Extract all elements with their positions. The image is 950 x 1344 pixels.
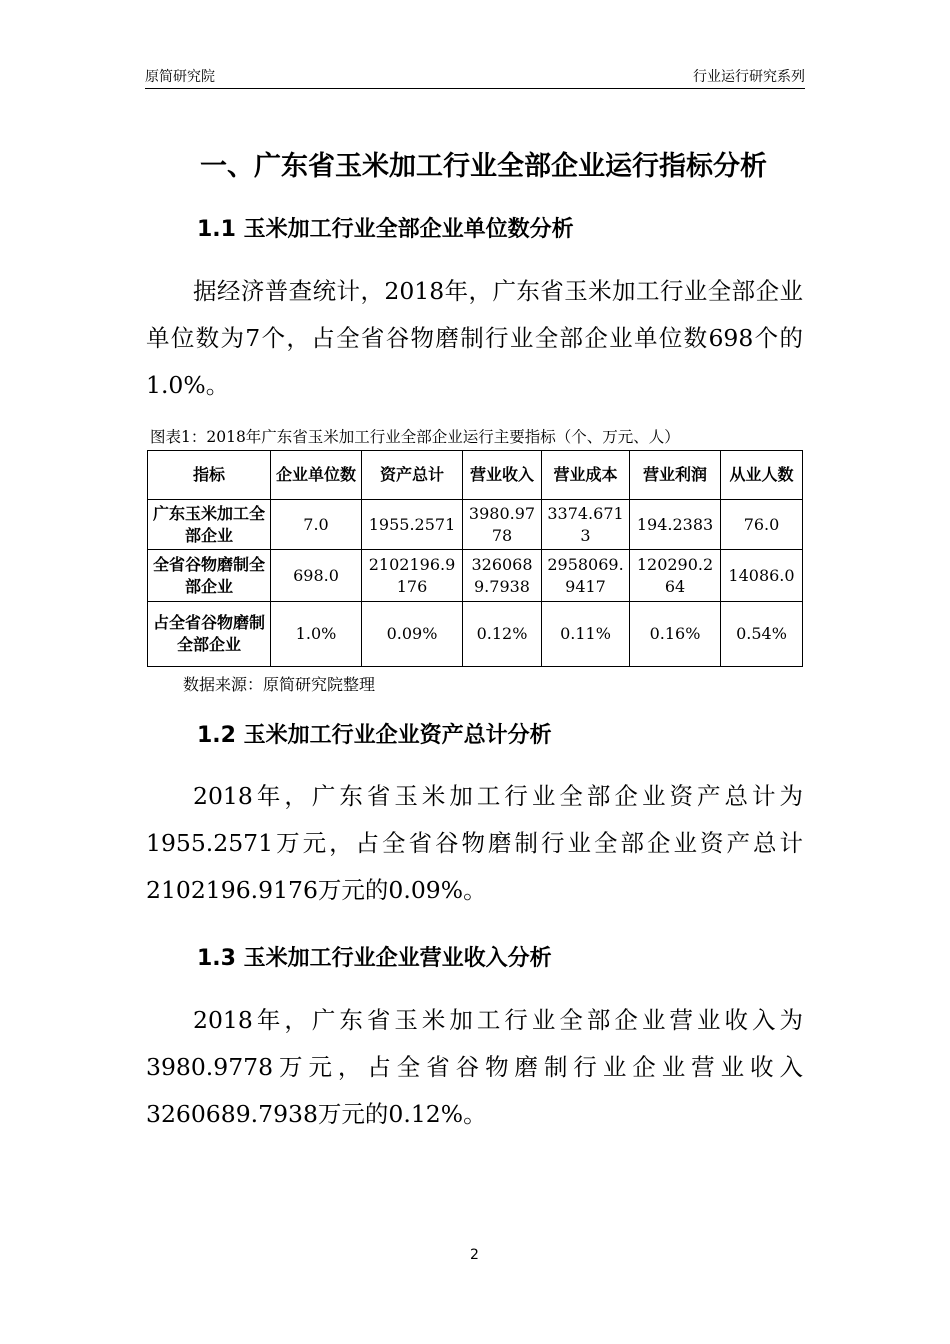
cell: 1.0% [271, 602, 362, 667]
cell: 2958069.9417 [542, 550, 630, 602]
table-row [148, 602, 803, 667]
paragraph-1: 据经济普查统计，2018年，广东省玉米加工行业全部企业单位数为7个，占全省谷物磨制行业全部企业单位数698个的1.0%。 [146, 277, 803, 399]
header-cell: 资产总计 [362, 451, 463, 500]
header-cell: 营业收入 [463, 451, 542, 500]
row-label: 占全省谷物磨制全部企业 [148, 602, 271, 667]
subsection-title-3: 1.3 玉米加工行业企业营业收入分析 [197, 946, 552, 971]
cell: 0.12% [463, 602, 542, 667]
cell: 0.16% [630, 602, 721, 667]
header-divider [145, 88, 805, 89]
header-right: 行业运行研究系列 [693, 69, 805, 85]
header-cell: 从业人数 [721, 451, 803, 500]
cell: 14086.0 [721, 550, 803, 602]
cell: 3374.6713 [542, 500, 630, 550]
paragraph-2: 2018年，广东省玉米加工行业全部企业资产总计为1955.2571万元，占全省谷物磨制行业全部企业资产总计2102196.9176万元的0.09%。 [146, 782, 803, 904]
cell: 0.54% [721, 602, 803, 667]
indicator-table [147, 450, 803, 667]
header-cell: 指标 [148, 451, 271, 500]
header-left: 原简研究院 [145, 69, 215, 85]
header-cell: 营业利润 [630, 451, 721, 500]
table-header-row [148, 451, 803, 500]
row-label: 全省谷物磨制全部企业 [148, 550, 271, 602]
subsection-title-1: 1.1 玉米加工行业全部企业单位数分析 [197, 217, 574, 242]
cell: 120290.264 [630, 550, 721, 602]
row-label: 广东玉米加工全部企业 [148, 500, 271, 550]
cell: 194.2383 [630, 500, 721, 550]
section-title: 一、广东省玉米加工行业全部企业运行指标分析 [200, 151, 767, 182]
table-caption: 图表1：2018年广东省玉米加工行业全部企业运行主要指标（个、万元、人） [150, 428, 680, 446]
cell: 0.09% [362, 602, 463, 667]
table-source: 数据来源：原简研究院整理 [183, 675, 376, 694]
header-cell: 企业单位数 [271, 451, 362, 500]
cell: 76.0 [721, 500, 803, 550]
page-number: 2 [470, 1247, 479, 1263]
table-row [148, 550, 803, 602]
cell: 7.0 [271, 500, 362, 550]
paragraph-3: 2018年，广东省玉米加工行业全部企业营业收入为3980.9778万元，占全省谷物磨制行业企业营业收入3260689.7938万元的0.12%。 [146, 1006, 803, 1128]
table-row [148, 500, 803, 550]
cell: 0.11% [542, 602, 630, 667]
cell: 3260689.7938 [463, 550, 542, 602]
cell: 698.0 [271, 550, 362, 602]
subsection-title-2: 1.2 玉米加工行业企业资产总计分析 [197, 723, 552, 748]
cell: 3980.9778 [463, 500, 542, 550]
header-cell: 营业成本 [542, 451, 630, 500]
cell: 1955.2571 [362, 500, 463, 550]
cell: 2102196.9176 [362, 550, 463, 602]
